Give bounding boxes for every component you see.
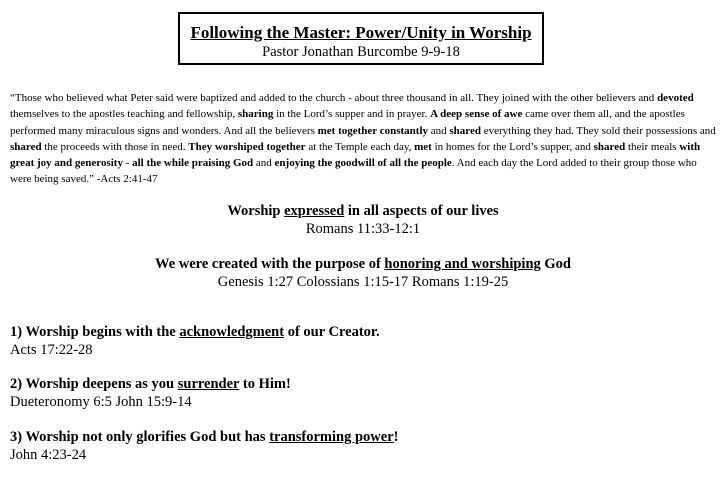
- passage-emphasis: with great joy and generosity: [10, 140, 701, 170]
- scripture-passage: [10, 90, 718, 188]
- passage-text: . And each day the Lord added to their group those who were being saved.” -Acts 2:41-47: [10, 157, 697, 186]
- passage-emphasis: shared: [10, 140, 42, 153]
- passage-text: their meals: [625, 140, 680, 153]
- section-references: Genesis 1:27 Colossians 1:15-17 Romans 1:19-25: [217, 274, 509, 290]
- underlined-phrase: honoring and worshiping: [384, 256, 541, 272]
- underlined-phrase: surrender: [177, 376, 240, 392]
- point-references: Acts 17:22-28: [10, 341, 93, 358]
- underlined-phrase: transforming power: [269, 429, 394, 445]
- underlined-phrase: acknowledgment: [179, 324, 285, 340]
- passage-emphasis: enjoying the goodwill of all the people: [274, 157, 452, 170]
- section-heading: Worship expressed in all aspects of our lives: [227, 203, 499, 219]
- title-box: [178, 12, 544, 65]
- point-3: [10, 429, 398, 464]
- passage-text: “Those who believed what Peter said were baptized and added to the church - about three thousand in all. They joined with the other believers and: [10, 92, 658, 104]
- passage-emphasis: all the while praising God: [132, 157, 254, 170]
- passage-text: the proceeds with those in need.: [41, 140, 189, 153]
- point-1: [10, 324, 380, 359]
- passage-emphasis: shared: [593, 140, 626, 153]
- passage-text: in the Lord’s supper and in prayer.: [273, 108, 431, 121]
- passage-text: themselves to the apostles teaching and fellowship,: [10, 108, 238, 121]
- passage-emphasis: sharing: [237, 108, 274, 121]
- passage-text: and: [253, 157, 275, 170]
- passage-text: in homes for the Lord’s supper, and: [431, 140, 594, 153]
- passage-text: and: [428, 124, 450, 137]
- passage-emphasis: shared: [449, 124, 481, 137]
- page-title: Following the Master: Power/Unity in Worship: [190, 23, 532, 42]
- point-references: Dueteronomy 6:5 John 15:9-14: [10, 393, 192, 410]
- point-heading: 2) Worship deepens as you surrender to Him!: [10, 376, 291, 392]
- point-references: John 4:23-24: [10, 446, 87, 463]
- underlined-phrase: expressed: [284, 203, 345, 219]
- point-2: [10, 376, 291, 411]
- section-references: Romans 11:33-12:1: [305, 221, 421, 237]
- passage-text: came over them all, and the apostles performed many miraculous signs and wonders. And all the believers: [10, 108, 685, 137]
- passage-emphasis: A deep sense of awe: [430, 108, 523, 121]
- passage-emphasis: met: [414, 140, 432, 153]
- section-heading: We were created with the purpose of honoring and worshiping God: [155, 256, 571, 272]
- page-subtitle: Pastor Jonathan Burcombe 9-9-18: [262, 44, 460, 60]
- point-heading: 3) Worship not only glorifies God but has transforming power!: [10, 429, 399, 445]
- passage-text: -: [122, 157, 133, 170]
- point-heading: 1) Worship begins with the acknowledgment of our Creator.: [10, 324, 380, 340]
- passage-emphasis: They worshiped together: [188, 140, 306, 153]
- section-purpose: [0, 255, 726, 291]
- passage-text: at the Temple each day,: [305, 140, 415, 153]
- passage-emphasis: met together constantly: [317, 124, 429, 137]
- section-expressed: [0, 202, 726, 238]
- passage-text: everything they had. They sold their possessions and: [481, 124, 716, 137]
- passage-emphasis: devoted: [657, 92, 694, 104]
